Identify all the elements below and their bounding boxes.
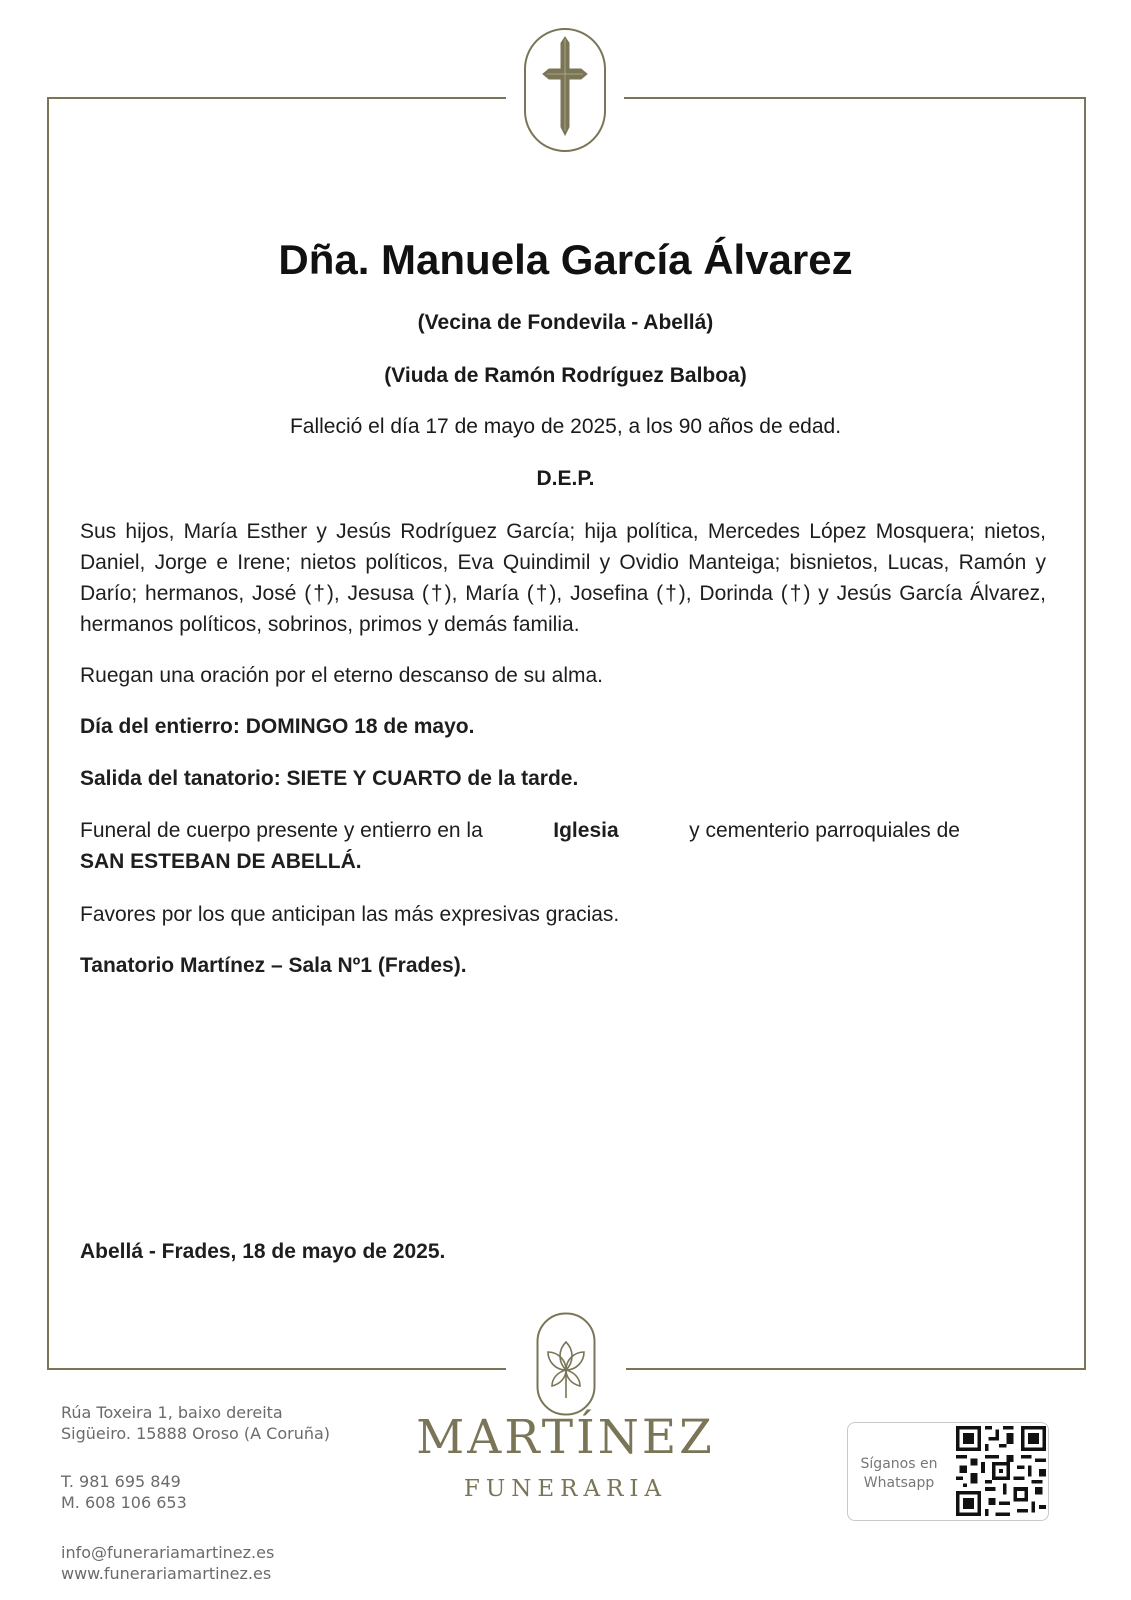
cross-icon [523,27,607,153]
funeral-place: SAN ESTEBAN DE ABELLÁ. [80,850,362,873]
funeral-text-mid: y cementerio parroquiales de [689,819,960,842]
prayer-line: Ruegan una oración por el eterno descanso de su alma. [80,664,604,687]
burial-day: Día del entierro: DOMINGO 18 de mayo. [80,715,475,738]
email-link[interactable]: info@funerariamartinez.es [61,1543,275,1562]
departure-time: Salida del tanatorio: SIETE Y CUARTO de la tarde. [80,767,579,790]
website-link[interactable]: www.funerariamartinez.es [61,1564,272,1583]
address-line-1: Rúa Toxeira 1, baixo dereita [61,1403,283,1422]
funeral-church: Iglesia [553,819,619,842]
whatsapp-label [858,1455,940,1493]
whatsapp-label-line-2: Whatsapp [863,1475,935,1491]
brand-name: MARTÍNEZ [416,1410,715,1465]
residence-note: (Vecina de Fondevila - Abellá) [417,311,714,334]
venue-line: Tanatorio Martínez – Sala Nº1 (Frades). [80,954,467,977]
qr-code-icon[interactable] [956,1426,1046,1516]
deceased-name: Dña. Manuela García Álvarez [278,236,853,283]
death-statement: Falleció el día 17 de mayo de 2025, a los 90 años de edad. [289,415,842,438]
funeral-text-pre: Funeral de cuerpo presente y entierro en la [80,819,483,842]
brand-subtitle: FUNERARIA [463,1476,668,1502]
family-paragraph: Sus hijos, María Esther y Jesús Rodríguez García; hija política, Mercedes López Mosquera; nietos, Daniel, Jorge e Irene; nietos políticos, Eva Quindimil y Ovidio Manteiga; bisnietos, Lucas, Ramón y Darío; hermanos, José (†), Jesusa (†), María (†), Josefina (†), Dorinda (†) y Jesús García Álvarez, hermanos políticos, sobrinos, primos y demás familia. [80,520,1046,636]
flower-logo-icon [536,1312,596,1416]
whatsapp-box[interactable] [847,1422,1049,1521]
contact-block [61,1542,274,1584]
mobile-number[interactable]: M. 608 106 653 [61,1493,187,1512]
widow-note: (Viuda de Ramón Rodríguez Balboa) [384,364,747,387]
dep-label: D.E.P. [536,467,595,490]
thanks-line: Favores por los que anticipan las más expresivas gracias. [80,903,620,926]
place-date: Abellá - Frades, 18 de mayo de 2025. [80,1240,446,1263]
funeral-paragraph [80,815,960,877]
phone-number[interactable]: T. 981 695 849 [61,1472,181,1491]
address-line-2: Sigüeiro. 15888 Oroso (A Coruña) [61,1424,331,1443]
whatsapp-label-line-1: Síganos en [860,1456,938,1472]
